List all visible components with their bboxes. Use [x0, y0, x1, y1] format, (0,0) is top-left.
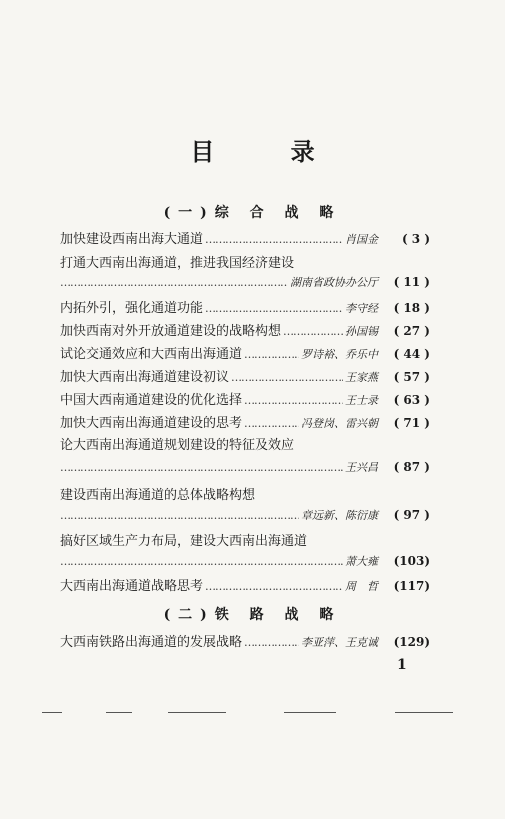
entry-page: (103) — [393, 554, 430, 568]
entry-author: 肖国金 — [345, 233, 378, 246]
leader-dots — [205, 233, 343, 246]
section-heading-1: (一)综 合 战 略 — [163, 205, 342, 221]
entry-page: ( 3 ) — [401, 232, 430, 246]
entry-page: (129) — [393, 635, 430, 649]
entry-author: 王家燕 — [345, 371, 378, 384]
entry-author: 孙国锡 — [345, 325, 378, 338]
entry-title: 建设西南出海通道的总体战略构想 — [60, 488, 256, 503]
leader-dots — [244, 394, 343, 407]
leader-dots — [283, 325, 343, 338]
entry-page: ( 18 ) — [393, 301, 430, 315]
entry-author: 冯登岗、雷兴朝 — [301, 417, 378, 430]
entry-page: ( 44 ) — [393, 347, 430, 361]
leader-dots — [244, 348, 299, 361]
entry-author: 王兴昌 — [345, 461, 378, 474]
entry-author: 周 哲 — [345, 580, 378, 593]
scan-rule — [168, 712, 226, 713]
entry-title: 论大西南出海通道规划建设的特征及效应 — [60, 438, 295, 453]
toc-entry — [60, 274, 430, 294]
toc-entry — [60, 228, 430, 248]
entry-title: 搞好区域生产力布局，建设大西南出海通道 — [60, 534, 308, 549]
entry-author: 李亚萍、王克诚 — [301, 636, 378, 649]
entry-title: 大西南出海通道战略思考 — [60, 579, 204, 594]
toc-entry — [60, 297, 430, 317]
toc-entry — [60, 320, 430, 340]
page-title: 目 录 — [190, 137, 349, 166]
page-number: 1 — [397, 657, 407, 673]
toc-entry — [60, 631, 430, 651]
scan-rule — [284, 712, 336, 713]
leader-dots — [205, 580, 343, 593]
toc-entry — [60, 507, 430, 527]
entry-title: 加快大西南出海通道建设初议 — [60, 370, 230, 385]
leader-dots — [60, 509, 299, 522]
scan-rule — [106, 712, 132, 713]
leader-dots — [205, 302, 343, 315]
toc-entry — [60, 459, 430, 479]
leader-dots — [231, 371, 343, 384]
entry-author: 萧大雍 — [345, 555, 378, 568]
entry-author: 章远新、陈衍康 — [301, 509, 378, 522]
entry-title: 内拓外引，强化通道功能 — [60, 301, 204, 316]
entry-page: (117) — [393, 579, 430, 593]
entry-page: ( 71 ) — [393, 416, 430, 430]
toc-entry — [60, 389, 430, 409]
entry-page: ( 63 ) — [393, 393, 430, 407]
entry-author: 罗诗裕、乔乐中 — [301, 348, 378, 361]
leader-dots — [244, 417, 299, 430]
entry-page: ( 27 ) — [393, 324, 430, 338]
entry-author: 王士录 — [345, 394, 378, 407]
entry-page: ( 11 ) — [393, 275, 430, 289]
entry-page: ( 97 ) — [393, 508, 430, 522]
entry-page: ( 57 ) — [393, 370, 430, 384]
entry-title: 加快建设西南出海大通道 — [60, 232, 204, 247]
toc-entry — [60, 366, 430, 386]
leader-dots — [244, 636, 299, 649]
leader-dots — [60, 555, 343, 568]
leader-dots — [60, 276, 288, 289]
entry-author: 湖南省政协办公厅 — [290, 276, 378, 289]
leader-dots — [60, 461, 343, 474]
entry-author: 李守经 — [345, 302, 378, 315]
scan-rule — [395, 712, 453, 713]
entry-title: 加快大西南出海通道建设的思考 — [60, 416, 243, 431]
toc-entry — [60, 343, 430, 363]
toc-entry — [60, 575, 430, 595]
entry-title: 加快西南对外开放通道建设的战略构想 — [60, 324, 282, 339]
scan-rule — [42, 712, 62, 713]
section-heading-2: (二)铁 路 战 略 — [163, 607, 342, 623]
toc-entry — [60, 553, 430, 573]
toc-entry — [60, 412, 430, 432]
entry-title: 打通大西南出海通道，推进我国经济建设 — [60, 256, 295, 271]
entry-title: 试论交通效应和大西南出海通道 — [60, 347, 243, 362]
entry-title: 大西南铁路出海通道的发展战略 — [60, 635, 243, 650]
entry-page: ( 87 ) — [393, 460, 430, 474]
entry-title: 中国大西南通道建设的优化选择 — [60, 393, 243, 408]
